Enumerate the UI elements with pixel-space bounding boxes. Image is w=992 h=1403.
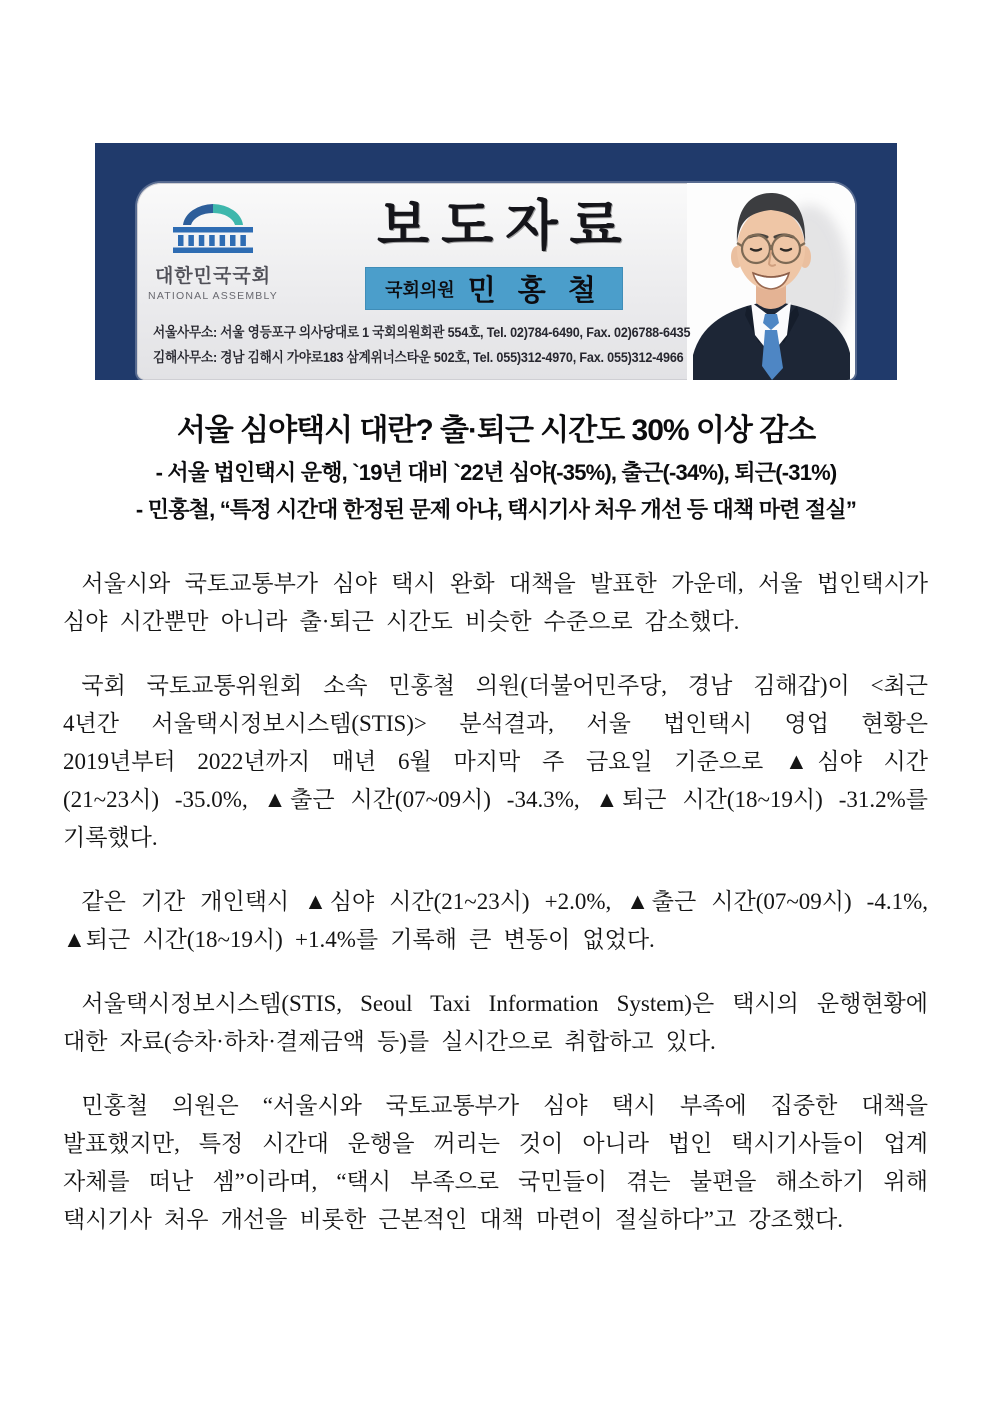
headline-subtitle-1: - 서울 법인택시 운행, `19년 대비 `22년 심야(-35%), 출근(-34%), 퇴근(-31%) — [155, 460, 837, 485]
body-text — [63, 565, 928, 1239]
portrait-photo — [687, 183, 855, 380]
header-card — [137, 183, 855, 380]
paragraph-4: 서울택시정보시스템(STIS, Seoul Taxi Information System)은 택시의 운행현황에 대한 자료(승차·하차·결제금액 등)를 실시간으로 취합하고 있다. — [63, 991, 928, 1054]
person-portrait-icon — [687, 183, 855, 380]
paragraph-3: 같은 기간 개인택시 ▲심야 시간(21~23시) +2.0%, ▲출근 시간(07~09시) -4.1%, ▲퇴근 시간(18~19시) +1.4%를 기록해 큰 변동이 없었다. — [63, 889, 928, 952]
national-assembly-logo — [147, 201, 279, 302]
logo-korean-name: 대한민국국회 — [154, 266, 272, 287]
gimhae-office-address: 김해사무소: 경남 김해시 가야로183 삼계위너스타운 502호, Tel. 055)312-4970, Fax. 055)312-4966 — [153, 349, 684, 365]
header-banner — [95, 143, 897, 380]
office-addresses — [153, 320, 690, 370]
headline-subtitle-2: - 민홍철, “특정 시간대 한정된 문제 아냐, 택시기사 처우 개선 등 대책 마련 절실” — [135, 497, 857, 522]
seoul-office-address: 서울사무소: 서울 영등포구 의사당대로 1 국회의원회관 554호, Tel. 02)784-6490, Fax. 02)6788-6435 — [153, 324, 691, 340]
paragraph-1: 서울시와 국토교통부가 심야 택시 완화 대책을 발표한 가운데, 서울 법인택시가 심야 시간뿐만 아니라 출·퇴근 시간도 비슷한 수준으로 감소했다. — [63, 571, 928, 634]
banner-center-column — [365, 196, 634, 310]
headline-title: 서울 심야택시 대란? 출·퇴근 시간도 30% 이상 감소 — [176, 414, 816, 447]
name-plate-name: 민 홍 철 — [467, 275, 603, 307]
logo-english-name: NATIONAL ASSEMBLY — [148, 290, 278, 302]
document-content — [0, 412, 992, 1265]
doc-type-title: 보도자료 — [377, 196, 634, 256]
name-plate — [365, 267, 623, 310]
assembly-building-icon — [171, 201, 255, 253]
paragraph-5: 민홍철 의원은 “서울시와 국토교통부가 심야 택시 부족에 집중한 대책을 발표했지만, 특정 시간대 운행을 꺼리는 것이 아니라 법인 택시기사들이 업계 자체를 떠난 셈”이라며, “택시 부족으로 국민들이 겪는 불편을 해소하기 위해 택시기사 처우 개선을 비롯한 근본적인 대책 마련이 절실하다”고 강조했다. — [63, 1093, 928, 1232]
paragraph-2: 국회 국토교통위원회 소속 민홍철 의원(더불어민주당, 경남 김해갑)이 <최근 4년간 서울택시정보시스템(STIS)> 분석결과, 서울 법인택시 영업 현황은 2019년부터 2022년까지 매년 6월 마지막 주 금요일 기준으로 ▲심야 시간(21~23시) -35.0%, ▲출근 시간(07~09시) -34.3%, ▲퇴근 시간(18~19시) -31.2%를 기록했다. — [63, 673, 928, 850]
name-plate-role: 국회의원 — [385, 279, 455, 300]
